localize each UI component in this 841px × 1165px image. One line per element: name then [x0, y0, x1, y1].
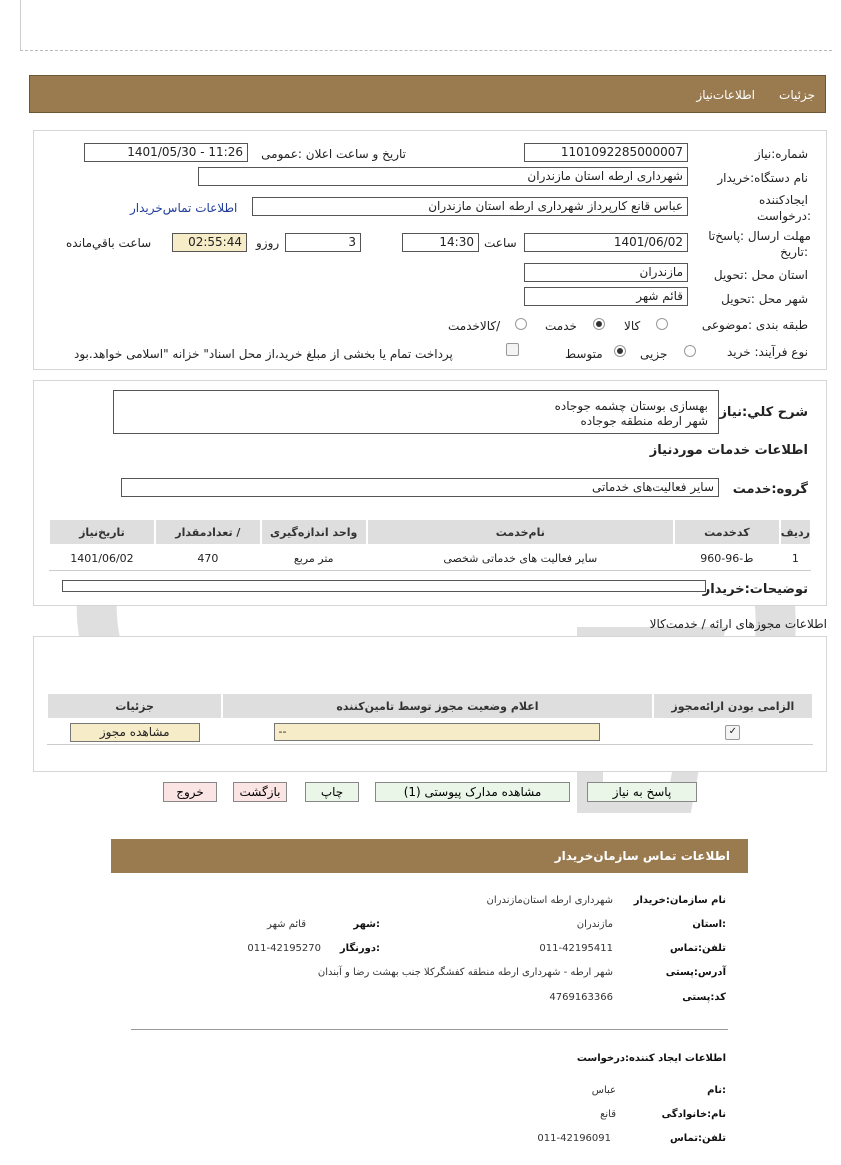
category-goods-radio[interactable]: [656, 318, 668, 330]
province-field: مازندران: [524, 263, 688, 282]
col-row: ردیف: [780, 519, 811, 545]
process-medium-radio[interactable]: [614, 345, 626, 357]
creator-info-title: اطلاعات ایجاد کننده:درخواست: [576, 1053, 726, 1064]
services-table: [48, 518, 812, 571]
creator-phone-value: 011-42196091: [537, 1133, 611, 1144]
permits-table: [46, 692, 814, 745]
cell-permit-required: [653, 719, 813, 745]
contact-city-label: :شهر: [353, 919, 380, 930]
creator-field: عباس قانع کارپرداز شهرداری ارطه استان مازندران: [252, 197, 688, 216]
category-service-label: خدمت: [545, 319, 577, 333]
contact-province-label: :استان: [692, 919, 726, 930]
announce-label: تاریخ و ساعت اعلان :عمومی: [261, 147, 406, 161]
creator-name-value: عباس: [591, 1085, 616, 1096]
cell-permit-status: [222, 719, 652, 745]
cell-unit: متر مربع: [261, 545, 367, 571]
remaining-time-field: 02:55:44: [172, 233, 247, 252]
description-line-1: بهسازی بوستان چشمه جوجاده: [554, 399, 708, 413]
reply-button[interactable]: پاسخ به نیاز: [587, 782, 697, 802]
need-description-box: [113, 390, 719, 434]
announce-date-field: 1401/05/30 - 11:26: [84, 143, 248, 162]
cell-permit-details: [47, 719, 222, 745]
permits-title: اطلاعات مجوزهای ارائه / خدمت‌کالا: [649, 617, 827, 631]
cell-service-name: سایر فعالیت های خدماتی شخصی: [367, 545, 674, 571]
col-permit-required: الزامی بودن ارائه‌مجوز: [653, 693, 813, 719]
back-button[interactable]: بازگشت: [233, 782, 287, 802]
creator-label-2: :درخواست: [757, 209, 811, 223]
deadline-date-field: 1401/06/02: [524, 233, 688, 252]
contact-header: [111, 839, 748, 873]
service-group-field: سایر فعالیت‌های خدماتی: [121, 478, 719, 497]
left-edge-line: [20, 0, 21, 50]
deadline-time-label: ساعت: [484, 236, 517, 250]
city-field: قائم شهر: [524, 287, 688, 306]
contact-divider: [131, 1029, 728, 1030]
contact-org-label: نام سازمان:خریدار: [633, 895, 726, 906]
org-field: شهرداری ارطه استان مازندران: [198, 167, 688, 186]
col-need-date: تاریخ‌نیاز: [49, 519, 155, 545]
contact-city-value: قائم شهر: [267, 919, 306, 930]
col-service-code: کدخدمت: [674, 519, 780, 545]
category-label: طبقه بندی :موضوعی: [701, 318, 808, 332]
services-table-header: [49, 519, 811, 545]
service-group-label: گروه:خدمت: [732, 482, 808, 497]
need-number-field: 1101092285000007: [524, 143, 688, 162]
deadline-time-field: 14:30: [402, 233, 479, 252]
col-permit-status: اعلام وضعیت مجوز توسط تامین‌کننده: [222, 693, 652, 719]
creator-name-label: :نام: [707, 1085, 726, 1096]
contact-address-value: شهر ارطه - شهرداری ارطه منطقه کفشگر‌کلا جنب بهشت رضا و آبندان: [317, 967, 613, 978]
process-label: نوع فرآیند: خرید: [727, 345, 808, 359]
contact-address-label: آدرس:پستی: [665, 967, 726, 978]
buyer-notes-field: [62, 580, 706, 592]
contact-province-value: مازندران: [576, 919, 613, 930]
tab-details[interactable]: جزئیات: [779, 88, 815, 102]
table-row: [49, 545, 811, 571]
buyer-contact-link[interactable]: اطلاعات تماس‌خریدار: [130, 201, 238, 215]
services-title: اطلاعات خدمات موردنیاز: [649, 443, 808, 458]
description-line-2: شهر ارطه منطقه جوجاده: [580, 414, 708, 428]
col-service-name: نام‌خدمت: [367, 519, 674, 545]
contact-phone-value: 011-42195411: [539, 943, 613, 954]
cell-service-code: ط-96-960: [674, 545, 780, 571]
tab-need-info[interactable]: اطلاعات‌نیاز: [696, 88, 755, 102]
exit-button[interactable]: خروج: [163, 782, 217, 802]
process-minor-label: جزیی: [640, 347, 668, 361]
treasury-text: پرداخت تمام یا بخشی از مبلغ خرید،از محل اسناد" خزانه "اسلامی خواهد.بود: [74, 347, 453, 361]
need-description-title: شرح کلي:نیاز: [719, 405, 808, 420]
col-permit-details: جزئیات: [47, 693, 222, 719]
creator-family-label: نام:خانوادگی: [661, 1109, 726, 1120]
days-label: روزو: [256, 236, 280, 250]
table-row: [47, 719, 813, 745]
deadline-label-2: :تاریخ: [780, 245, 808, 259]
cell-quantity: 470: [155, 545, 261, 571]
contact-fax-value: 011-42195270: [247, 943, 321, 954]
attachments-button[interactable]: مشاهده مدارک پیوستی (1): [375, 782, 570, 802]
permit-status-field: --: [274, 723, 600, 741]
province-label: استان محل :تحویل: [713, 268, 808, 282]
creator-family-value: قانع: [600, 1109, 616, 1120]
buyer-notes-label: توضیحات:خریدار: [702, 582, 808, 597]
contact-fax-label: :دورنگار: [339, 943, 380, 954]
process-minor-radio[interactable]: [684, 345, 696, 357]
contact-org-value: شهرداری ارطه استان‌مازندران: [486, 895, 613, 906]
col-unit: واحد اندازه‌گیری: [261, 519, 367, 545]
contact-title: اطلاعات تماس سازمان‌خریدار: [554, 849, 730, 863]
cell-need-date: 1401/06/02: [49, 545, 155, 571]
col-quantity: / تعدادمقدار: [155, 519, 261, 545]
top-divider: [20, 50, 832, 51]
category-service-radio[interactable]: [593, 318, 605, 330]
contact-postal-value: 4769163366: [549, 992, 613, 1003]
contact-postal-label: کد:پستی: [682, 992, 726, 1003]
permits-table-header: [47, 693, 813, 719]
category-goods-service-label: /کالاخدمت: [448, 319, 501, 333]
remaining-label: ساعت باقي‌مانده: [66, 236, 152, 250]
cell-row: 1: [780, 545, 811, 571]
permit-required-checkbox[interactable]: ✓: [725, 725, 740, 740]
creator-phone-label: تلفن:تماس: [669, 1133, 726, 1144]
contact-phone-label: تلفن:تماس: [669, 943, 726, 954]
days-field: 3: [285, 233, 361, 252]
header-bar: [29, 75, 826, 113]
org-label: نام دستگاه:خریدار: [717, 171, 808, 185]
category-goods-service-radio[interactable]: [515, 318, 527, 330]
treasury-checkbox[interactable]: [506, 343, 519, 356]
city-label: شهر محل :تحویل: [721, 292, 808, 306]
process-medium-label: متوسط: [565, 347, 603, 361]
need-number-label: شماره:نیاز: [754, 147, 808, 161]
deadline-label-1: مهلت ارسال :پاسخ‌تا: [708, 229, 811, 243]
print-button[interactable]: چاپ: [305, 782, 359, 802]
creator-label-1: ایجادکننده: [759, 193, 808, 207]
view-permit-button[interactable]: مشاهده مجوز: [70, 723, 200, 742]
category-goods-label: کالا: [624, 319, 641, 333]
